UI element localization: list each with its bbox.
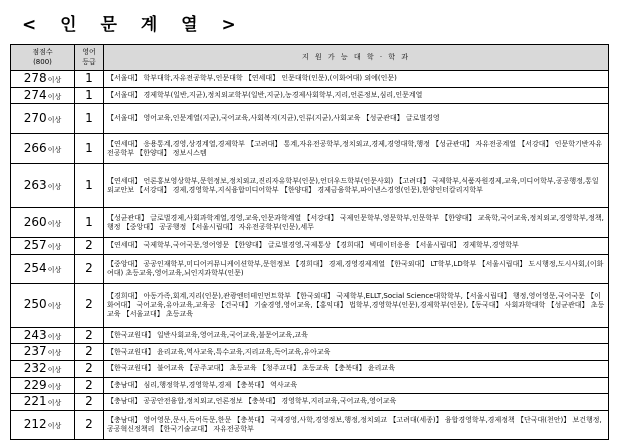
table-row (11, 394, 609, 411)
score-cell (11, 164, 75, 208)
score-value: 263 (23, 177, 47, 192)
score-cell (11, 71, 75, 88)
english-grade-cell: 2 (75, 327, 104, 344)
score-cell (11, 254, 75, 283)
table-row (11, 208, 609, 238)
score-suffix: 이상 (47, 243, 62, 252)
english-grade-cell: 2 (75, 377, 104, 394)
score-value: 237 (23, 344, 47, 359)
english-grade-cell: 2 (75, 238, 104, 255)
score-cell (11, 283, 75, 327)
score-value: 243 (23, 327, 47, 342)
table-row (11, 164, 609, 208)
english-grade-cell: 1 (75, 87, 104, 104)
table-row (11, 134, 609, 164)
score-cell (11, 238, 75, 255)
score-cell (11, 394, 75, 411)
score-value: 266 (23, 140, 47, 155)
score-value: 257 (23, 238, 47, 253)
score-suffix: 이상 (47, 92, 62, 101)
english-grade-cell: 2 (75, 410, 104, 439)
score-value: 221 (23, 394, 47, 409)
score-cell (11, 327, 75, 344)
score-value: 260 (23, 214, 47, 229)
score-suffix: 이상 (47, 349, 62, 358)
university-header: 지 원 가 능 대 학 · 학 과 (104, 45, 609, 71)
english-grade-cell: 2 (75, 283, 104, 327)
score-cell (11, 377, 75, 394)
score-suffix: 이상 (47, 182, 62, 191)
university-list-cell: 【한국교원대】 불어교육 【공주교대】 초등교육 【청주교대】 초등교육 【충북대】 윤리교육 (104, 360, 609, 377)
university-list-cell: 【연세대】 응용통계,경영,상경계열,경제학부 【고려대】 통계,자유전공학부,정치외교,경제,경영대학,행정 【성균관대】 자유전공계열 【서강대】 인문학기반자유전공학부 【한양대】 정보시스템 (104, 134, 609, 164)
score-value: 254 (23, 260, 47, 275)
university-list-cell: 【서울대】 영어교육,인문계열(지균),국어교육,사회복지(지균),인류(지균),사회교육 【성균관대】 글로벌경영 (104, 104, 609, 134)
score-cell (11, 87, 75, 104)
score-suffix: 이상 (47, 302, 62, 311)
university-list-cell: 【서울대】 학부대학,자유전공학부,인문대학 【연세대】 인문대학(인문),(이화여대) 외에(인문) (104, 71, 609, 88)
table-row (11, 360, 609, 377)
admission-table (10, 44, 609, 440)
score-header (11, 45, 75, 71)
table-row (11, 410, 609, 439)
score-value: 229 (23, 377, 47, 392)
score-suffix: 이상 (47, 332, 62, 341)
score-suffix: 이상 (47, 421, 62, 430)
table-row (11, 327, 609, 344)
score-suffix: 이상 (47, 115, 62, 124)
score-header-sub: (800) (33, 57, 52, 66)
score-value: 212 (23, 416, 47, 431)
english-grade-cell: 2 (75, 344, 104, 361)
university-list-cell: 【경희대】 아동가족,회계,지리(인문),관광엔터테인먼트학부 【한국외대】 국제학부,ELLT,Social Science대학학부,【서울시립대】 행정,영어영문,국어국문 【이화여대】 국어교육,유아교육,교육공 【건국대】 기술경영,영어교육,【홍익대】 법학부,경영학부(인문),경제학부(인문),【동국대】 사회과학대학 【성균관대】 초등교육 【서울교대】 초등교육 (104, 283, 609, 327)
grade-header-sub: 등급 (82, 57, 96, 66)
university-list-cell: 【서울대】 경제학부(일반,지균),정치외교학부(일반,지균),농경제사회학부,지리,언론정보,심리,인문계열 (104, 87, 609, 104)
university-list-cell: 【한국교원대】 윤리교육,역사교육,특수교육,지리교육,독어교육,유아교육 (104, 344, 609, 361)
score-value: 232 (23, 360, 47, 375)
score-value: 270 (23, 110, 47, 125)
table-header-row (11, 45, 609, 71)
english-grade-cell: 1 (75, 208, 104, 238)
score-header-label: 점점수 (32, 48, 53, 57)
score-suffix: 이상 (47, 76, 62, 84)
table-row (11, 71, 609, 88)
table-row (11, 87, 609, 104)
english-grade-cell: 1 (75, 164, 104, 208)
english-grade-cell: 1 (75, 104, 104, 134)
university-list-cell: 【충남대】 심리,행정학부,경영학부,경제 【충북대】 역사교육 (104, 377, 609, 394)
score-cell (11, 410, 75, 439)
university-list-cell: 【중앙대】 공공인재학부,미디어커뮤니케이션학부,문헌정보 【경희대】 경제,경영경제계열 【한국외대】 LT학부,LD학부 【서울시립대】 도시행정,도시사회,(이화여대) 초등교육,영어교육,뇌인지과학부(인문) (104, 254, 609, 283)
score-cell (11, 134, 75, 164)
table-row (11, 283, 609, 327)
grade-header (75, 45, 104, 71)
score-cell (11, 104, 75, 134)
table-row (11, 377, 609, 394)
score-suffix: 이상 (47, 399, 62, 408)
english-grade-cell: 1 (75, 134, 104, 164)
university-list-cell: 【성균관대】 글로벌경제,사회과학계열,경영,교육,인문과학계열 【서강대】 국제인문학부,영문학부,인문학부 【한양대】 교육학,국어교육,정치외교,경영학부,정책,행정 【중앙대】 공공행정 【서울시립대】 자유전공학부(인문),세무 (104, 208, 609, 238)
university-list-cell: 【연세대】 국제학부,국어국문,영어영문 【한양대】 글로벌경영,국제통상 【경희대】 빅데이터응용 【서울시립대】 경제학부,경영학부 (104, 238, 609, 255)
university-list-cell: 【한국교원대】 일반사회교육,영어교육,국어교육,불문어교육,교육 (104, 327, 609, 344)
english-grade-cell: 2 (75, 360, 104, 377)
score-suffix: 이상 (47, 145, 62, 154)
score-suffix: 이상 (47, 219, 62, 228)
score-suffix: 이상 (47, 382, 62, 391)
score-cell (11, 208, 75, 238)
score-value: 274 (23, 87, 47, 102)
table-row (11, 254, 609, 283)
english-grade-cell: 1 (75, 71, 104, 88)
score-suffix: 이상 (47, 265, 62, 274)
score-value: 278 (23, 71, 47, 85)
score-value: 250 (23, 297, 47, 312)
table-row (11, 104, 609, 134)
page-title: < 인 문 계 열 > (22, 15, 245, 35)
table-row (11, 238, 609, 255)
table-row (11, 344, 609, 361)
score-cell (11, 360, 75, 377)
grade-header-label: 영어 (82, 48, 96, 57)
score-suffix: 이상 (47, 365, 62, 374)
university-list-cell: 【연세대】 언론홍보영상학부,문헌정보,정치외교,진리자유학부(인문),언더우드학부(인문사회) 【고려대】 국제학부,식품자원경제,교육,미디어학부,공공행정,통일외교안보 【서강대】 경제,경영학부,지식융합미디어학부 【한양대】 경제금융학부,파이낸스경영(인문),한양인터칼리지학부 (104, 164, 609, 208)
university-list-cell: 【충남대】 공공안전융합,정치외교,언론정보 【충북대】 경영학부,지리교육,국어교육,영어교육 (104, 394, 609, 411)
english-grade-cell: 2 (75, 254, 104, 283)
university-list-cell: 【충남대】 영어영문,문사,독어독문,한문 【충북대】 국제경영,사학,경영정보,행정,정치외교 【고려대(세종)】 융합경영학부,경제정책 【단국대(천안)】 보건행정,공공혁신정책리 【한국기술교대】 자유전공학부 (104, 410, 609, 439)
english-grade-cell: 2 (75, 394, 104, 411)
score-cell (11, 344, 75, 361)
